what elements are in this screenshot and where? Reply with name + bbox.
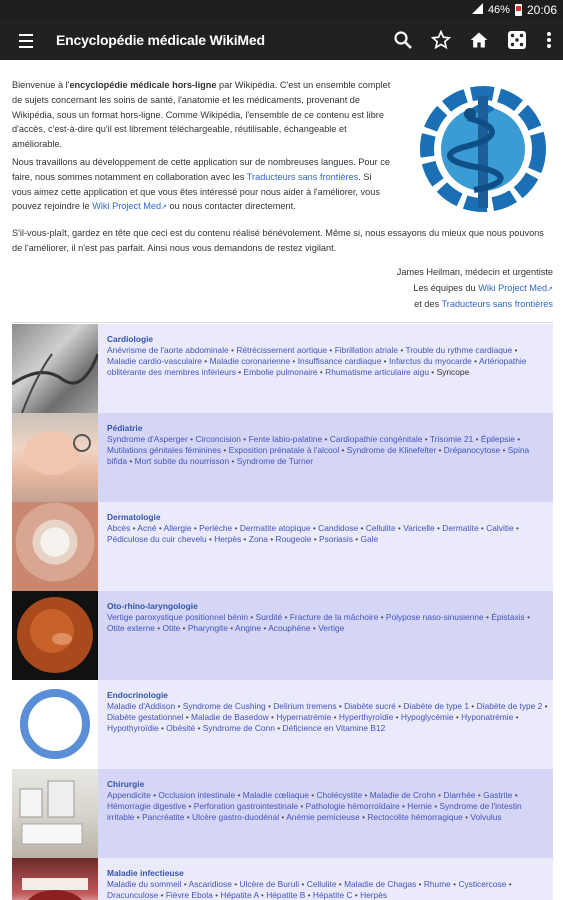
category-article-link[interactable]: Psoriasis bbox=[318, 534, 353, 545]
category-article-link[interactable]: Syndrome d'Asperger bbox=[107, 434, 188, 445]
pediatrics-thumbnail[interactable] bbox=[12, 413, 98, 502]
category-article-link[interactable]: Rectocolite hémorragique bbox=[367, 812, 463, 823]
category-text bbox=[98, 502, 553, 591]
category-text bbox=[98, 858, 553, 900]
category-article-link[interactable]: Perlèche bbox=[199, 523, 233, 534]
bullet-separator: • bbox=[428, 367, 437, 378]
category-article-link[interactable]: Dermatite atopique bbox=[239, 523, 311, 534]
bullet-separator: • bbox=[261, 623, 269, 634]
category-title[interactable]: Pédiatrie bbox=[107, 423, 143, 433]
intro-bold-text: encyclopédie médicale hors-ligne bbox=[69, 80, 217, 90]
endocrinology-thumbnail[interactable] bbox=[12, 680, 98, 769]
bullet-separator: • bbox=[500, 445, 508, 456]
bullet-separator: • bbox=[542, 701, 548, 712]
bullet-separator: • bbox=[229, 456, 237, 467]
category-article-link[interactable]: Gale bbox=[360, 534, 379, 545]
category-orl bbox=[12, 591, 553, 680]
category-text bbox=[98, 769, 553, 858]
category-article-link[interactable]: Dracunculose bbox=[107, 890, 159, 900]
bullet-separator: • bbox=[228, 345, 237, 356]
bullet-separator: • bbox=[513, 523, 519, 534]
category-article-link[interactable]: Pharyngite bbox=[187, 623, 228, 634]
category-article-link[interactable]: Acouphène bbox=[268, 623, 311, 634]
category-title[interactable]: Oto-rhino-laryngologie bbox=[107, 601, 198, 611]
category-article-link[interactable]: Perforation gastrointestinale bbox=[193, 801, 299, 812]
bullet-separator: • bbox=[310, 523, 319, 534]
category-article-link[interactable]: Syndrome de Cushing bbox=[182, 701, 266, 712]
translators-link-2[interactable]: Traducteurs sans frontières bbox=[441, 299, 553, 309]
category-pediatrie bbox=[12, 413, 553, 502]
category-article-link[interactable]: Cardiopathie congénitale bbox=[329, 434, 423, 445]
category-article-link[interactable]: Épilepsie bbox=[480, 434, 515, 445]
cardiology-thumbnail[interactable] bbox=[12, 324, 98, 413]
category-article-link[interactable]: Maladie cœliaque bbox=[242, 790, 309, 801]
wikimed-logo bbox=[412, 78, 554, 220]
bullet-separator: • bbox=[212, 890, 221, 900]
bullet-separator: • bbox=[352, 534, 361, 545]
category-article-link[interactable]: Diabète gestationnel bbox=[107, 712, 184, 723]
category-article-link[interactable]: Hernie bbox=[407, 801, 432, 812]
bullet-separator: • bbox=[422, 434, 430, 445]
bullet-separator: • bbox=[450, 879, 459, 890]
category-article-link[interactable]: Rhume bbox=[423, 879, 451, 890]
category-article-link[interactable]: Zona bbox=[248, 534, 268, 545]
bullet-separator: • bbox=[180, 623, 188, 634]
category-article-link[interactable]: Infarctus du myocarde bbox=[388, 356, 472, 367]
bullet-separator: • bbox=[232, 523, 240, 534]
category-article-link[interactable]: Calvitie bbox=[486, 523, 514, 534]
category-article-link[interactable]: Maladie de Basedow bbox=[190, 712, 269, 723]
category-article-link[interactable]: Delirium tremens bbox=[273, 701, 337, 712]
bullet-separator: • bbox=[322, 434, 330, 445]
bullet-separator: • bbox=[290, 356, 298, 367]
bullet-separator: • bbox=[435, 790, 444, 801]
bullet-separator: • bbox=[311, 534, 319, 545]
menu-icon[interactable] bbox=[15, 29, 37, 51]
category-article-link[interactable]: Spina bifida bbox=[107, 445, 530, 467]
category-article-link[interactable]: Cellulite bbox=[306, 879, 337, 890]
category-title[interactable]: Maladie infectieuse bbox=[107, 868, 184, 878]
bullet-separator: • bbox=[352, 890, 361, 900]
category-article-link[interactable]: Maladie de Chagas bbox=[344, 879, 417, 890]
category-maladie-infectieuse bbox=[12, 858, 553, 900]
bullet-separator: • bbox=[336, 879, 345, 890]
battery-icon bbox=[515, 4, 522, 16]
category-article-link[interactable]: Otite bbox=[162, 623, 181, 634]
bullet-separator: • bbox=[399, 801, 408, 812]
category-article-link[interactable]: Rougeole bbox=[275, 534, 312, 545]
bullet-separator: • bbox=[191, 523, 200, 534]
main-content bbox=[0, 60, 563, 900]
category-text bbox=[98, 680, 553, 769]
bullet-separator: • bbox=[475, 790, 484, 801]
surgery-thumbnail[interactable] bbox=[12, 769, 98, 858]
bullet-separator: • bbox=[336, 701, 345, 712]
bullet-separator: • bbox=[512, 790, 518, 801]
bullet-separator: • bbox=[395, 701, 404, 712]
category-article-link[interactable]: Vertige bbox=[318, 623, 345, 634]
category-article-link[interactable]: Anémie pernicieuse bbox=[286, 812, 360, 823]
category-article-link[interactable]: Vertige paroxystique positionnel bénin bbox=[107, 612, 249, 623]
category-title[interactable]: Chirurgie bbox=[107, 779, 145, 789]
category-article-link[interactable]: Candidose bbox=[318, 523, 359, 534]
bullet-separator: • bbox=[130, 523, 138, 534]
category-article-link[interactable]: Diabète de type 2 bbox=[476, 701, 543, 712]
clock: 20:06 bbox=[526, 3, 557, 17]
bullet-separator: • bbox=[265, 701, 274, 712]
bullet-separator: • bbox=[512, 345, 518, 356]
category-article-link[interactable]: Pédiculose du cuir chevelu bbox=[107, 534, 207, 545]
bullet-separator: • bbox=[478, 523, 487, 534]
translators-link[interactable]: Traducteurs sans frontières bbox=[246, 171, 359, 182]
bullet-separator: • bbox=[221, 445, 229, 456]
bullet-separator: • bbox=[186, 801, 194, 812]
signature-line-3 bbox=[397, 297, 553, 313]
category-article-link[interactable]: Mutilations génitales féminines bbox=[107, 445, 222, 456]
bullet-separator: • bbox=[395, 523, 404, 534]
ent-thumbnail[interactable] bbox=[12, 591, 98, 680]
category-article-link[interactable]: Obésité bbox=[166, 723, 196, 734]
intro-text-span: . Si vous aimez cette application et que vous êtes intéressé pour nous aider à l'améliorer, vous pouvez rejoindre le bbox=[12, 171, 380, 212]
bullet-separator: • bbox=[227, 623, 235, 634]
signature-line-2 bbox=[397, 281, 553, 298]
bullet-separator: • bbox=[358, 523, 366, 534]
category-article-link[interactable]: Hyponatrémie bbox=[461, 712, 514, 723]
category-article-link[interactable]: Cholécystite bbox=[316, 790, 363, 801]
category-article-link[interactable]: Déficience en Vitamine B12 bbox=[282, 723, 386, 734]
category-article-link[interactable]: Cysticercose bbox=[458, 879, 507, 890]
bullet-separator: • bbox=[416, 879, 424, 890]
category-article-link[interactable]: Maladie d'Addison bbox=[107, 701, 176, 712]
category-title[interactable]: Endocrinologie bbox=[107, 690, 168, 700]
bullet-separator: • bbox=[305, 890, 313, 900]
category-article-link[interactable]: Drépanocytose bbox=[443, 445, 501, 456]
bullet-separator: • bbox=[473, 434, 481, 445]
bullet-separator: • bbox=[156, 523, 164, 534]
bullet-separator: • bbox=[134, 812, 143, 823]
home-icon[interactable] bbox=[467, 28, 491, 52]
category-article-link[interactable]: Herpès bbox=[214, 534, 242, 545]
signature-text: Les équipes du bbox=[413, 282, 479, 293]
external-link-icon: ↗ bbox=[161, 204, 167, 212]
category-article-link[interactable]: Volvulus bbox=[470, 812, 502, 823]
category-title[interactable]: Dermatologie bbox=[107, 512, 161, 522]
bullet-separator: • bbox=[175, 701, 183, 712]
bullet-separator: • bbox=[187, 434, 196, 445]
bullet-separator: • bbox=[431, 801, 440, 812]
dice-icon[interactable] bbox=[505, 28, 529, 52]
category-article-link[interactable]: Appendicite bbox=[107, 790, 151, 801]
intro-text-span: ou nous contacter directement. bbox=[166, 201, 296, 212]
category-article-link[interactable]: Diabète de type 1 bbox=[403, 701, 470, 712]
signal-icon bbox=[472, 3, 483, 17]
category-list bbox=[12, 324, 553, 900]
category-article-link[interactable]: Hépatite B bbox=[266, 890, 306, 900]
signature-line: James Heilman, médecin et urgentiste bbox=[396, 267, 553, 277]
bullet-separator: • bbox=[201, 356, 210, 367]
category-article-link[interactable]: Hémorragie digestive bbox=[107, 801, 187, 812]
bullet-separator: • bbox=[241, 534, 249, 545]
bullet-separator: • bbox=[483, 612, 492, 623]
app-title: Encyclopédie médicale WikiMed bbox=[56, 32, 265, 48]
category-article-link[interactable]: Gastrite bbox=[483, 790, 513, 801]
category-article-link[interactable]: Syndrome de Klinefelter bbox=[346, 445, 437, 456]
category-article-link[interactable]: Hépatite A bbox=[220, 890, 259, 900]
category-article-link[interactable]: Hépatite C bbox=[312, 890, 353, 900]
bullet-separator: • bbox=[378, 612, 386, 623]
category-article-link[interactable]: Otite externe bbox=[107, 623, 155, 634]
category-article-link[interactable]: Maladie du sommeil bbox=[107, 879, 182, 890]
intro-text-span: par Wikipédia. C'est un ensemble complet de sujets concernant les soins de santé, l'anatomie et les médicaments, provenant de Wikipédia, sous un format hors-ligne. Comme Wikipédia, l'ensemble de ce contenu est libre d'accès, c'est-à-dire qu'il est librement téléchargeable, réutilisable, échangeable et améliorable. bbox=[12, 80, 391, 150]
bullet-separator: • bbox=[398, 345, 406, 356]
bullet-separator: • bbox=[462, 812, 471, 823]
category-article-link[interactable]: Syndrome de Conn bbox=[202, 723, 275, 734]
status-icons bbox=[472, 3, 557, 17]
category-article-link[interactable]: Ulcère de Buruli bbox=[239, 879, 300, 890]
bullet-separator: • bbox=[181, 879, 189, 890]
category-article-link[interactable]: Ulcère gastro-duodénal bbox=[192, 812, 280, 823]
app-bar bbox=[0, 20, 563, 60]
category-article-link[interactable]: Hypernatrémie bbox=[276, 712, 332, 723]
bullet-separator: • bbox=[274, 723, 283, 734]
category-chirurgie bbox=[12, 769, 553, 858]
bullet-separator: • bbox=[268, 712, 277, 723]
bullet-separator: • bbox=[327, 345, 335, 356]
bullet-separator: • bbox=[381, 356, 389, 367]
category-article-link[interactable]: Cellulite bbox=[365, 523, 396, 534]
bullet-separator: • bbox=[240, 434, 249, 445]
bullet-separator: • bbox=[393, 712, 401, 723]
category-article-link[interactable]: Dermatite bbox=[442, 523, 479, 534]
category-dermatologie bbox=[12, 502, 553, 591]
category-article-link[interactable]: Hypoglycémie bbox=[400, 712, 454, 723]
bullet-separator: • bbox=[339, 445, 347, 456]
category-article-link[interactable]: Abcès bbox=[107, 523, 131, 534]
category-article-link[interactable]: Syncope bbox=[436, 367, 470, 378]
bullet-separator: • bbox=[436, 445, 444, 456]
bullet-separator: • bbox=[195, 723, 203, 734]
bullet-separator: • bbox=[298, 801, 306, 812]
bullet-separator: • bbox=[184, 812, 193, 823]
category-article-link[interactable]: Surdité bbox=[255, 612, 283, 623]
bullet-separator: • bbox=[279, 812, 287, 823]
category-article-link[interactable]: Insuffisance cardiaque bbox=[297, 356, 382, 367]
category-article-link[interactable]: Épistaxis bbox=[491, 612, 525, 623]
category-article-link[interactable]: Syndrome de l'intestin irritable bbox=[107, 801, 522, 823]
category-article-link[interactable]: Anévrisme de l'aorte abdominale bbox=[107, 345, 229, 356]
category-article-link[interactable]: Diabète sucré bbox=[344, 701, 396, 712]
infectious-disease-thumbnail[interactable] bbox=[12, 858, 98, 900]
bullet-separator: • bbox=[235, 790, 243, 801]
intro-lower bbox=[12, 226, 553, 256]
category-endocrinologie bbox=[12, 680, 553, 769]
bullet-separator: • bbox=[506, 879, 512, 890]
bullet-separator: • bbox=[127, 456, 135, 467]
category-title[interactable]: Cardiologie bbox=[107, 334, 154, 344]
bullet-separator: • bbox=[308, 790, 317, 801]
category-article-link[interactable]: Occlusion intestinale bbox=[158, 790, 236, 801]
category-article-link[interactable]: Pancréatite bbox=[142, 812, 185, 823]
bullet-separator: • bbox=[158, 890, 166, 900]
category-article-link[interactable]: Herpès bbox=[360, 890, 388, 900]
category-article-link[interactable]: Hypothyroïdie bbox=[107, 723, 159, 734]
bullet-separator: • bbox=[453, 712, 462, 723]
category-article-link[interactable]: Embolie pulmonaire bbox=[243, 367, 318, 378]
category-cardiologie bbox=[12, 324, 553, 413]
bullet-separator: • bbox=[331, 712, 339, 723]
external-link-icon: ↗ bbox=[547, 285, 553, 293]
intro-text-span: Bienvenue à l' bbox=[12, 80, 70, 90]
category-article-link[interactable]: Polypose naso-sinusienne bbox=[385, 612, 484, 623]
category-article-link[interactable]: Circoncision bbox=[195, 434, 241, 445]
category-article-link[interactable]: Trouble du rythme cardiaque bbox=[405, 345, 513, 356]
bullet-separator: • bbox=[267, 534, 276, 545]
search-icon[interactable] bbox=[391, 28, 415, 52]
category-article-link[interactable]: Pathologie hémorroïdaire bbox=[305, 801, 400, 812]
bullet-separator: • bbox=[310, 623, 319, 634]
category-article-link[interactable]: Maladie de Crohn bbox=[369, 790, 436, 801]
category-article-link[interactable]: Diarrhée bbox=[443, 790, 476, 801]
category-article-link[interactable]: Artériopathie oblitérante des membres inférieurs bbox=[107, 356, 527, 378]
bullet-separator: • bbox=[471, 356, 479, 367]
category-article-link[interactable]: Fente labio-palatine bbox=[248, 434, 323, 445]
bullet-separator: • bbox=[206, 534, 215, 545]
bullet-separator: • bbox=[150, 790, 159, 801]
more-vert-icon[interactable] bbox=[543, 28, 555, 52]
category-article-link[interactable]: Syndrome de Turner bbox=[236, 456, 314, 467]
category-article-link[interactable]: Varicelle bbox=[403, 523, 435, 534]
intro-paragraph-3: S'il-vous-plaît, gardez en tête que ceci est du contenu réalisé bénévolement. Même si, nous essayons du mieux que nous pouvons de l'améliorer, il n'est pas parfait. Ainsi nous vous demandons de restez vigilant. bbox=[12, 228, 544, 253]
category-article-link[interactable]: Fibrillation atriale bbox=[334, 345, 398, 356]
bullet-separator: • bbox=[514, 434, 521, 445]
wiki-project-med-link-2[interactable]: Wiki Project Med bbox=[478, 282, 548, 293]
category-text bbox=[98, 324, 553, 413]
bullet-separator: • bbox=[299, 879, 307, 890]
intro-text-span: Nous travaillons au développement de cette application sur de nombreuses langues. Pour ce faire, nous sommes notamment en collaboration avec les bbox=[12, 156, 390, 182]
bullet-separator: • bbox=[231, 879, 240, 890]
intro-paragraph-1 bbox=[12, 78, 392, 152]
category-article-link[interactable]: Rétrécissement aortique bbox=[236, 345, 328, 356]
battery-percent: 46% bbox=[487, 4, 510, 16]
bullet-separator: • bbox=[183, 712, 191, 723]
bullet-separator: • bbox=[524, 612, 531, 623]
status-bar bbox=[0, 0, 563, 20]
category-article-link[interactable]: Allergie bbox=[163, 523, 192, 534]
category-article-link[interactable]: Exposition prénatale à l'alcool bbox=[228, 445, 340, 456]
bullet-separator: • bbox=[362, 790, 370, 801]
category-article-link[interactable]: Angine bbox=[235, 623, 262, 634]
bullet-separator: • bbox=[282, 612, 290, 623]
category-article-link[interactable]: Maladie coronarienne bbox=[209, 356, 291, 367]
bullet-separator: • bbox=[158, 723, 167, 734]
category-text bbox=[98, 413, 553, 502]
signature-text: et des bbox=[414, 299, 442, 309]
wiki-project-med-link[interactable]: Wiki Project Med bbox=[92, 201, 162, 212]
bullet-separator: • bbox=[317, 367, 326, 378]
intro-text bbox=[12, 78, 392, 219]
bullet-separator: • bbox=[258, 890, 267, 900]
category-article-link[interactable]: Maladie cardio-vasculaire bbox=[107, 356, 202, 367]
bullet-separator: • bbox=[359, 812, 368, 823]
category-article-link[interactable]: Fracture de la mâchoire bbox=[289, 612, 379, 623]
divider bbox=[12, 322, 553, 323]
category-text bbox=[98, 591, 553, 680]
category-article-link[interactable]: Hyperthyroïdie bbox=[338, 712, 394, 723]
category-article-link[interactable]: Acné bbox=[137, 523, 157, 534]
dermatology-thumbnail[interactable] bbox=[12, 502, 98, 591]
category-article-link[interactable]: Fièvre Ebola bbox=[165, 890, 213, 900]
bullet-separator: • bbox=[513, 712, 519, 723]
category-article-link[interactable]: Mort subite du nourrisson bbox=[134, 456, 230, 467]
bullet-separator: • bbox=[248, 612, 256, 623]
signature bbox=[397, 265, 553, 313]
category-article-link[interactable]: Rhumatisme articulaire aigu bbox=[325, 367, 429, 378]
category-article-link[interactable]: Trisomie 21 bbox=[429, 434, 474, 445]
intro-paragraph-2 bbox=[12, 155, 392, 216]
category-article-link[interactable]: Ascaridiose bbox=[188, 879, 232, 890]
star-icon[interactable] bbox=[429, 28, 453, 52]
bullet-separator: • bbox=[235, 367, 244, 378]
bullet-separator: • bbox=[434, 523, 443, 534]
bullet-separator: • bbox=[469, 701, 477, 712]
bullet-separator: • bbox=[154, 623, 163, 634]
